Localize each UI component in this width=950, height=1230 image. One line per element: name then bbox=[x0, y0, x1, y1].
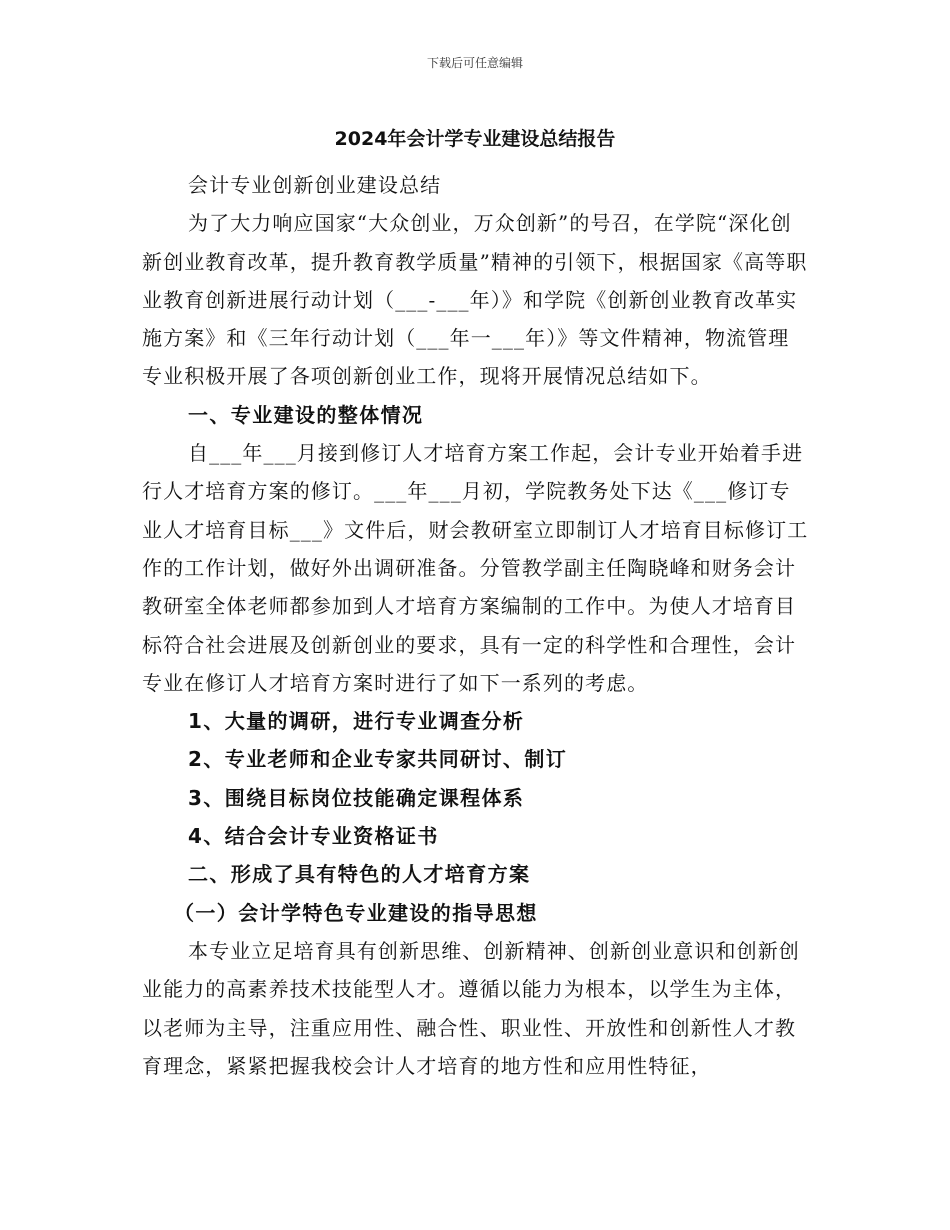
list-item: 2、专业老师和企业专家共同研讨、制订 bbox=[188, 747, 568, 772]
section1-paragraph: 自___年___月接到修订人才培育方案工作起，会计专业开始着手进行人才培育方案的修订。___年___月初，学院教务处下达《___修订专业人才培育目标___》文件后，财会教研室立即制订人才培育目标修订工作的工作计划，做好外出调研准备。分管教学副主任陶晓峰和财务会计教研室全体老师都参加到人才培育方案编制的工作中。为使人才培育目标符合社会进展及创新创业的要求，具有一定的科学性和合理性，会计专业在修订人才培育方案时进行了如下一系列的考虑。 bbox=[142, 441, 809, 695]
document-body bbox=[142, 166, 810, 1085]
section2-heading: 二、形成了具有特色的人才培育方案 bbox=[188, 862, 531, 887]
document-title: 2024年会计学专业建设总结报告 bbox=[334, 128, 616, 150]
list-item: 3、围绕目标岗位技能确定课程体系 bbox=[188, 785, 525, 810]
header-note: 下载后可任意编辑 bbox=[426, 56, 523, 70]
list-item: 1、大量的调研，进行专业调查分析 bbox=[188, 709, 525, 734]
section2-subheading: （一）会计学特色专业建设的指导思想 bbox=[174, 900, 538, 925]
list-item: 4、结合会计专业资格证书 bbox=[188, 824, 439, 849]
section1-heading: 一、专业建设的整体情况 bbox=[188, 402, 424, 427]
subtitle: 会计专业创新创业建设总结 bbox=[188, 173, 442, 197]
section2-paragraph: 本专业立足培育具有创新思维、创新精神、创新创业意识和创新创业能力的高素养技术技能型人才。遵循以能力为根本，以学生为主体，以老师为主导，注重应用性、融合性、职业性、开放性和创新性人才教育理念，紧紧把握我校会计人才培育的地方性和应用性特征， bbox=[142, 938, 800, 1078]
intro-paragraph: 为了大力响应国家“大众创业，万众创新”的号召，在学院“深化创新创业教育改革，提升教育教学质量”精神的引领下，根据国家《高等职业教育创新进展行动计划（___-___年）》和学院《创新创业教育改革实施方案》和《三年行动计划（___年一___年）》等文件精神，物流管理专业积极开展了各项创新创业工作，现将开展情况总结如下。 bbox=[142, 211, 808, 389]
